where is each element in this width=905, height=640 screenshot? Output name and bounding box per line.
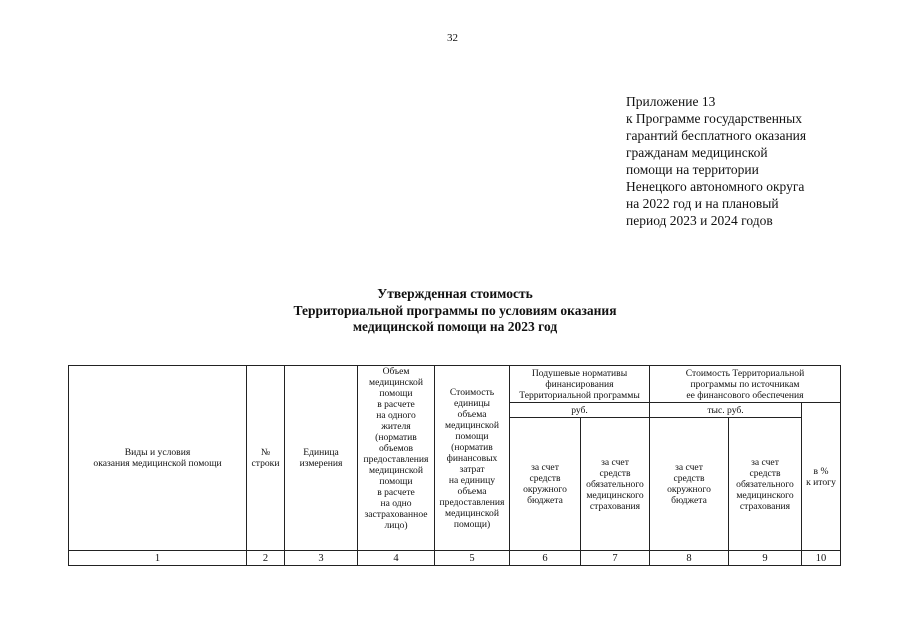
appendix-caption — [626, 93, 856, 229]
header-compulsory-insurance-cost: за счет средств обязательного медицинского страхования — [729, 418, 802, 551]
title-line: Утвержденная стоимость — [377, 286, 533, 301]
header-volume: Объем медицинской помощи в расчете на одного жителя (норматив объемов предоставления медицинской помощи в расчете на одно застрахованное лицо) — [358, 366, 435, 551]
column-number: 7 — [581, 551, 650, 566]
header-unit-thousand-rub: тыс. руб. — [650, 403, 802, 418]
column-number: 10 — [802, 551, 841, 566]
header-percent-total: в % к итогу — [802, 403, 841, 551]
appendix-line: гражданам медицинской — [626, 145, 768, 160]
header-district-budget: за счет средств окружного бюджета — [510, 418, 581, 551]
column-number: 3 — [285, 551, 358, 566]
column-number-row — [69, 551, 841, 566]
column-number: 5 — [435, 551, 510, 566]
appendix-line: на 2022 год и на плановый — [626, 196, 779, 211]
column-number: 9 — [729, 551, 802, 566]
header-compulsory-insurance: за счет средств обязательного медицинского страхования — [581, 418, 650, 551]
appendix-line: к Программе государственных — [626, 111, 802, 126]
header-per-capita-group: Подушевые нормативы финансирования Территориальной программы — [510, 366, 650, 403]
header-district-budget-cost: за счет средств окружного бюджета — [650, 418, 729, 551]
column-number: 6 — [510, 551, 581, 566]
document-title — [200, 286, 710, 336]
appendix-line: помощи на территории — [626, 162, 759, 177]
column-number: 2 — [247, 551, 285, 566]
header-service-types: Виды и условия оказания медицинской помощи — [69, 366, 247, 551]
title-line: Территориальной программы по условиям оказания — [293, 302, 617, 318]
appendix-line: период 2023 и 2024 годов — [626, 213, 773, 228]
page-number: 32 — [447, 32, 458, 44]
header-unit: Единица измерения — [285, 366, 358, 551]
header-row-number: № строки — [247, 366, 285, 551]
appendix-line: Приложение 13 — [626, 94, 716, 109]
column-number: 1 — [69, 551, 247, 566]
column-number: 4 — [358, 551, 435, 566]
header-program-cost-group: Стоимость Территориальной программы по источникам ее финансового обеспечения — [650, 366, 841, 403]
header-unit-cost: Стоимость единицы объема медицинской помощи (норматив финансовых затрат на единицу объема предоставления медицинской помощи) — [435, 366, 510, 551]
title-line: медицинской помощи на 2023 год — [352, 319, 558, 334]
appendix-line: Ненецкого автономного округа — [626, 179, 805, 194]
header-unit-rub: руб. — [510, 403, 650, 418]
column-number: 8 — [650, 551, 729, 566]
appendix-line: гарантий бесплатного оказания — [626, 128, 807, 143]
cost-table — [68, 365, 841, 566]
